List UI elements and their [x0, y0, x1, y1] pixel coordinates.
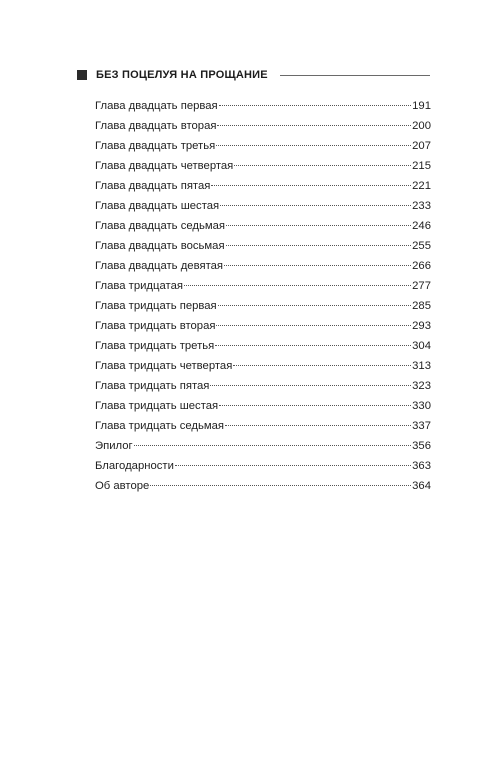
- toc-entry-page: 313: [412, 360, 431, 372]
- toc-entry-title: Глава тридцать шестая: [95, 400, 219, 412]
- toc-entry-title: Эпилог: [95, 440, 133, 452]
- toc-entry-title: Об авторе: [95, 480, 150, 492]
- toc-entry-title: Благодарности: [95, 460, 174, 472]
- toc-entry-title: Глава двадцать шестая: [95, 200, 220, 212]
- toc-entry-page: 323: [412, 380, 431, 392]
- toc-entry: [95, 416, 431, 436]
- toc-entry: [95, 156, 431, 176]
- toc-entry-page: 293: [412, 320, 431, 332]
- dot-leader: [134, 445, 411, 446]
- dot-leader: [215, 345, 411, 346]
- toc-entry-title: Глава тридцать первая: [95, 300, 217, 312]
- dot-leader: [233, 365, 411, 366]
- toc-entry-title: Глава тридцать седьмая: [95, 420, 225, 432]
- toc-entry-page: 266: [412, 260, 431, 272]
- toc-entry-page: 233: [412, 200, 431, 212]
- toc-entry-page: 246: [412, 220, 431, 232]
- toc-entry-title: Глава тридцать пятая: [95, 380, 210, 392]
- toc-entry: [95, 356, 431, 376]
- toc-entry-page: 255: [412, 240, 431, 252]
- toc-entry: [95, 376, 431, 396]
- toc-entry-page: 285: [412, 300, 431, 312]
- dot-leader: [216, 325, 411, 326]
- toc-entry: [95, 256, 431, 276]
- dot-leader: [217, 125, 411, 126]
- toc-entry: [95, 336, 431, 356]
- running-header: [77, 68, 430, 82]
- toc-entry-title: Глава двадцать седьмая: [95, 220, 226, 232]
- dot-leader: [175, 465, 411, 466]
- toc-entry: [95, 136, 431, 156]
- dot-leader: [225, 425, 411, 426]
- toc-entry: [95, 196, 431, 216]
- toc-entry-page: 221: [412, 180, 431, 192]
- toc-entry-page: 215: [412, 160, 431, 172]
- toc-entry: [95, 176, 431, 196]
- dot-leader: [211, 185, 411, 186]
- toc-entry: [95, 216, 431, 236]
- toc-entry-title: Глава тридцать четвертая: [95, 360, 233, 372]
- toc-entry-page: 364: [412, 480, 431, 492]
- toc-entry-title: Глава двадцать восьмая: [95, 240, 225, 252]
- toc-entry-title: Глава двадцать четвертая: [95, 160, 234, 172]
- toc-entry: [95, 456, 431, 476]
- dot-leader: [224, 265, 411, 266]
- dot-leader: [184, 285, 411, 286]
- dot-leader: [219, 405, 411, 406]
- toc-entry: [95, 316, 431, 336]
- dot-leader: [226, 245, 412, 246]
- dot-leader: [220, 205, 411, 206]
- toc-entry: [95, 296, 431, 316]
- toc-entry-page: 277: [412, 280, 431, 292]
- toc-entry-page: 363: [412, 460, 431, 472]
- table-of-contents: [95, 96, 431, 496]
- toc-entry: [95, 396, 431, 416]
- toc-entry-page: 200: [412, 120, 431, 132]
- toc-entry-title: Глава двадцать вторая: [95, 120, 217, 132]
- dot-leader: [210, 385, 411, 386]
- dot-leader: [234, 165, 411, 166]
- toc-entry-title: Глава двадцать первая: [95, 100, 218, 112]
- dot-leader: [226, 225, 411, 226]
- toc-entry-title: Глава двадцать девятая: [95, 260, 224, 272]
- toc-entry: [95, 96, 431, 116]
- toc-entry: [95, 236, 431, 256]
- toc-entry-page: 356: [412, 440, 431, 452]
- toc-entry-title: Глава двадцать третья: [95, 140, 216, 152]
- book-title: БЕЗ ПОЦЕЛУЯ НА ПРОЩАНИЕ: [96, 69, 268, 81]
- toc-entry-page: 304: [412, 340, 431, 352]
- dot-leader: [218, 305, 411, 306]
- toc-entry: [95, 116, 431, 136]
- toc-entry-page: 207: [412, 140, 431, 152]
- dot-leader: [216, 145, 411, 146]
- toc-entry-title: Глава тридцать вторая: [95, 320, 216, 332]
- toc-entry-title: Глава тридцать третья: [95, 340, 215, 352]
- toc-entry: [95, 476, 431, 496]
- toc-entry: [95, 436, 431, 456]
- toc-entry-title: Глава тридцатая: [95, 280, 183, 292]
- toc-entry: [95, 276, 431, 296]
- dot-leader: [219, 105, 411, 106]
- toc-entry-page: 337: [412, 420, 431, 432]
- dot-leader: [150, 485, 411, 486]
- toc-entry-page: 330: [412, 400, 431, 412]
- header-square-marker: [77, 70, 87, 80]
- header-rule: [280, 75, 430, 76]
- toc-entry-title: Глава двадцать пятая: [95, 180, 211, 192]
- toc-entry-page: 191: [412, 100, 431, 112]
